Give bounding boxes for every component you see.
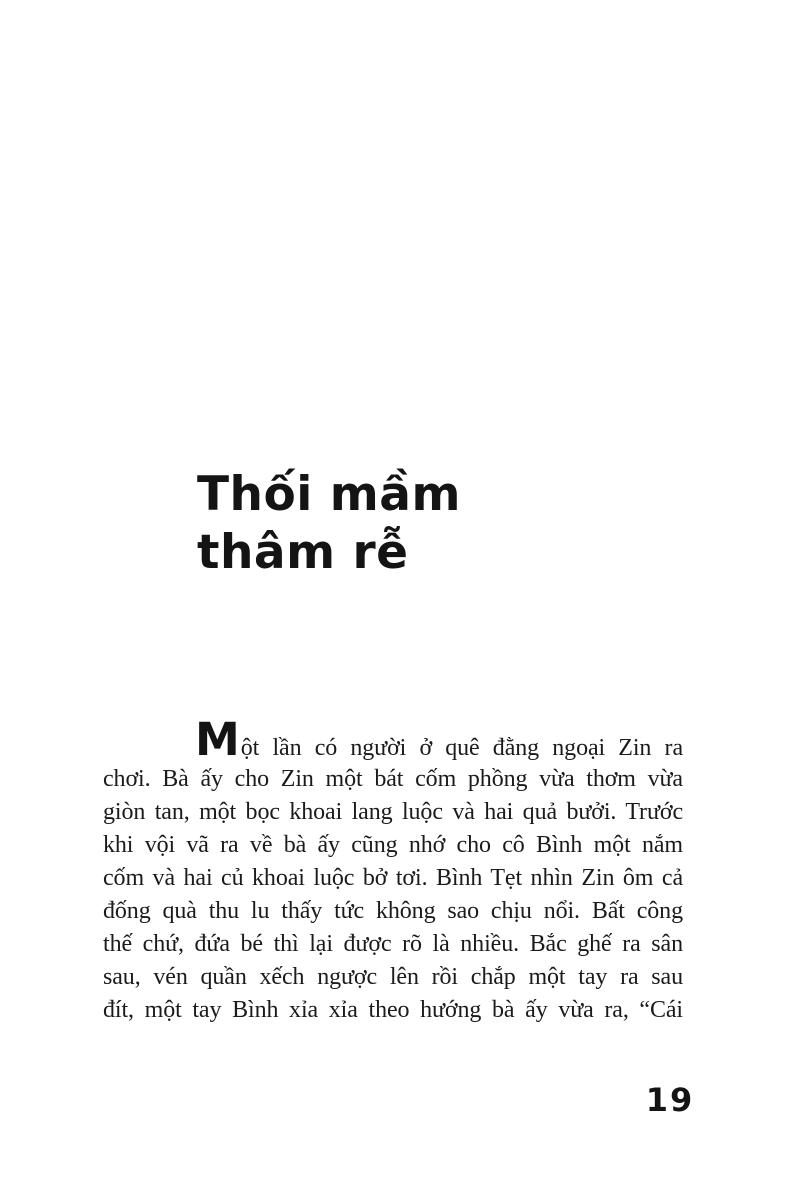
body-line: sau, vén quần xếch ngược lên rồi chắp một tay ra sau	[103, 964, 683, 990]
drop-cap: M	[195, 713, 240, 766]
body-paragraph	[103, 713, 683, 1027]
body-line: cốm và hai củ khoai luộc bở tơi. Bình Tẹt nhìn Zin ôm cả	[103, 865, 683, 891]
chapter-title-line-2: thâm rễ	[197, 525, 409, 580]
page-number: 19	[645, 1081, 695, 1119]
chapter-title-line-1: Thối mầm	[197, 467, 461, 522]
body-line: khi vội vã ra về bà ấy cũng nhớ cho cô Bình một nắm	[103, 832, 683, 858]
body-line: đống quà thu lu thấy tức không sao chịu nổi. Bất công	[103, 898, 683, 924]
body-line: đít, một tay Bình xỉa xỉa theo hướng bà ấy vừa ra, “Cái	[103, 997, 683, 1023]
body-line: chơi. Bà ấy cho Zin một bát cốm phồng vừa thơm vừa	[103, 766, 683, 792]
body-line-text: ột lần có người ở quê đằng ngoại Zin ra	[240, 735, 683, 761]
body-line: giòn tan, một bọc khoai lang luộc và hai quả bưởi. Trước	[103, 799, 683, 825]
chapter-title	[197, 466, 461, 582]
body-line	[103, 713, 683, 766]
body-line: thế chứ, đứa bé thì lại được rõ là nhiều. Bắc ghế ra sân	[103, 931, 683, 957]
